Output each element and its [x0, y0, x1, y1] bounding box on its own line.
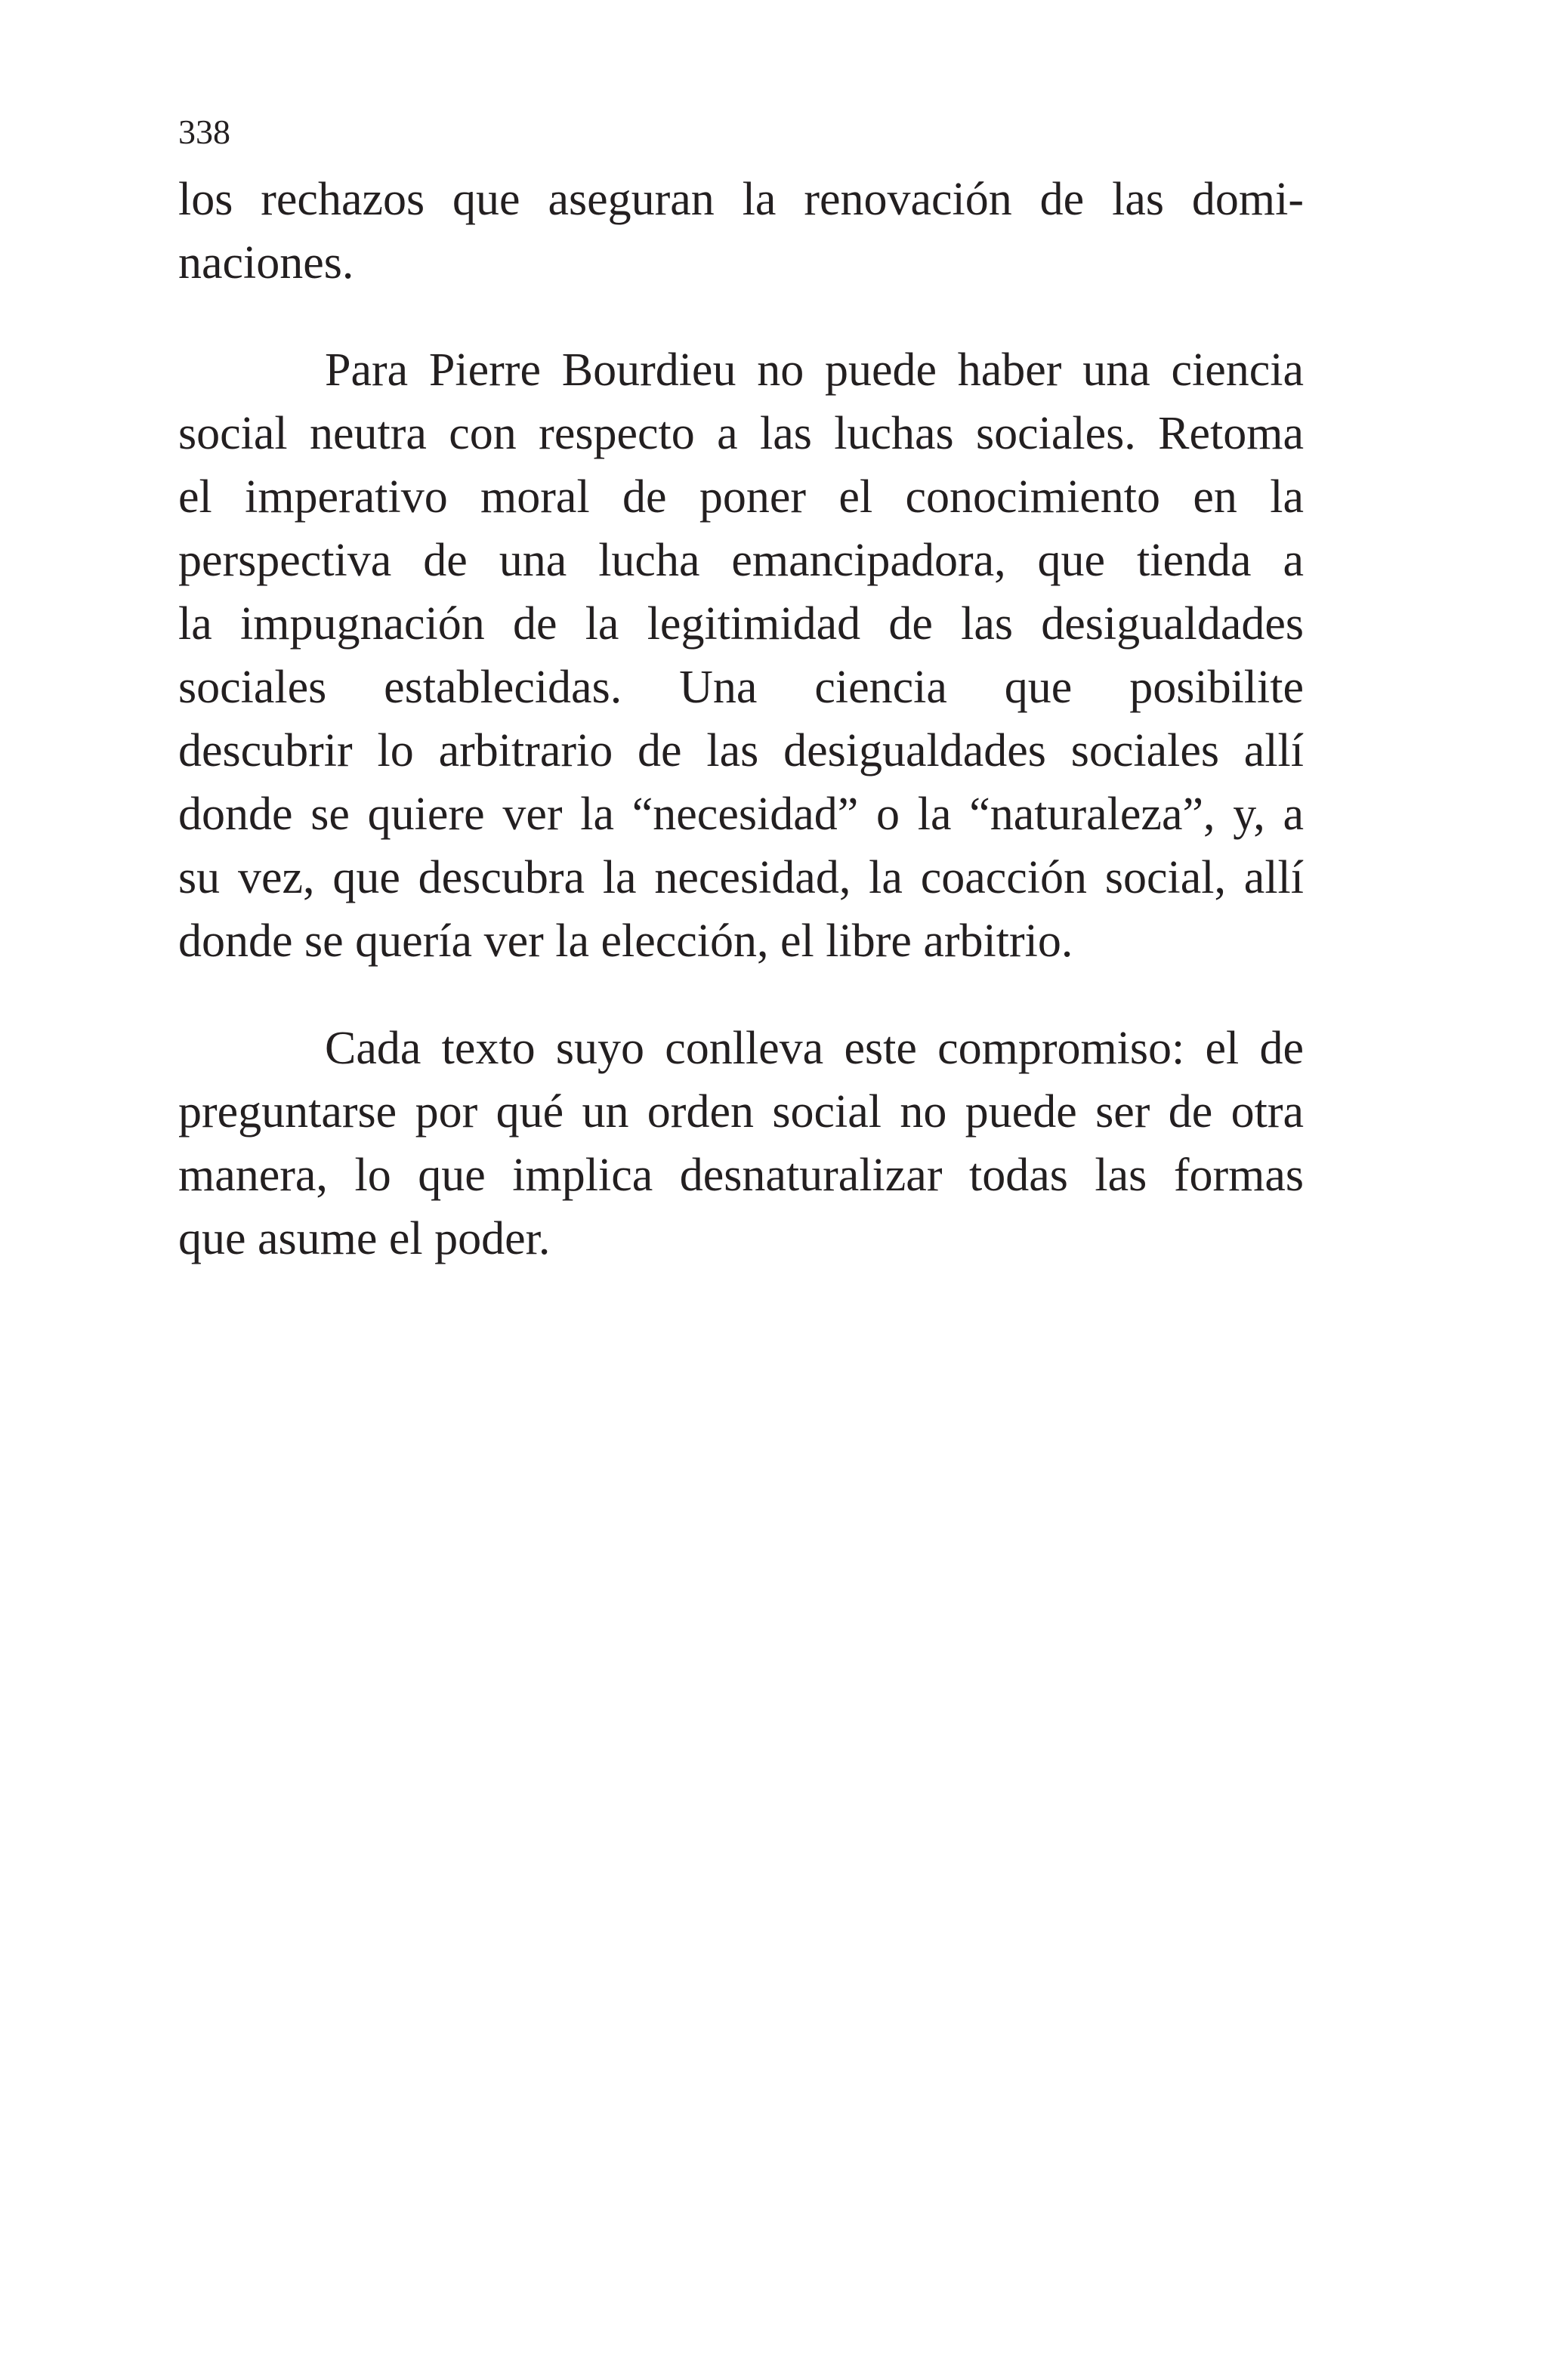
paragraph-2 — [178, 338, 1304, 973]
text-line: los rechazos que aseguran la renovación de las domi- — [178, 174, 1304, 225]
text-line: sociales establecidas. Una ciencia que posibilite — [178, 662, 1304, 713]
page-number: 338 — [178, 113, 230, 151]
text-line: perspectiva de una lucha emancipadora, que tienda a — [178, 535, 1304, 586]
text-line: la impugnación de la legitimidad de las desigualdades — [178, 598, 1304, 650]
text-line: naciones. — [178, 237, 354, 289]
text-line: su vez, que descubra la necesidad, la coacción social, allí — [178, 852, 1304, 903]
paragraph-3 — [178, 1017, 1304, 1270]
text-line: que asume el poder. — [178, 1213, 551, 1264]
text-line: donde se quería ver la elección, el libre arbitrio. — [178, 915, 1073, 967]
text-line: manera, lo que implica desnaturalizar todas las formas — [178, 1150, 1304, 1201]
text-line: Para Pierre Bourdieu no puede haber una ciencia — [325, 344, 1304, 396]
text-line: donde se quiere ver la “necesidad” o la “naturaleza”, y, a — [178, 789, 1304, 840]
text-line: Cada texto suyo conlleva este compromiso: el de — [325, 1023, 1304, 1074]
text-line: preguntarse por qué un orden social no puede ser de otra — [178, 1086, 1304, 1138]
text-line: el imperativo moral de poner el conocimiento en la — [178, 471, 1304, 523]
paragraph-1 — [178, 168, 1304, 295]
text-line: descubrir lo arbitrario de las desigualdades sociales allí — [178, 725, 1304, 776]
text-line: social neutra con respecto a las luchas sociales. Retoma — [178, 408, 1304, 459]
body-text — [178, 168, 1304, 1270]
